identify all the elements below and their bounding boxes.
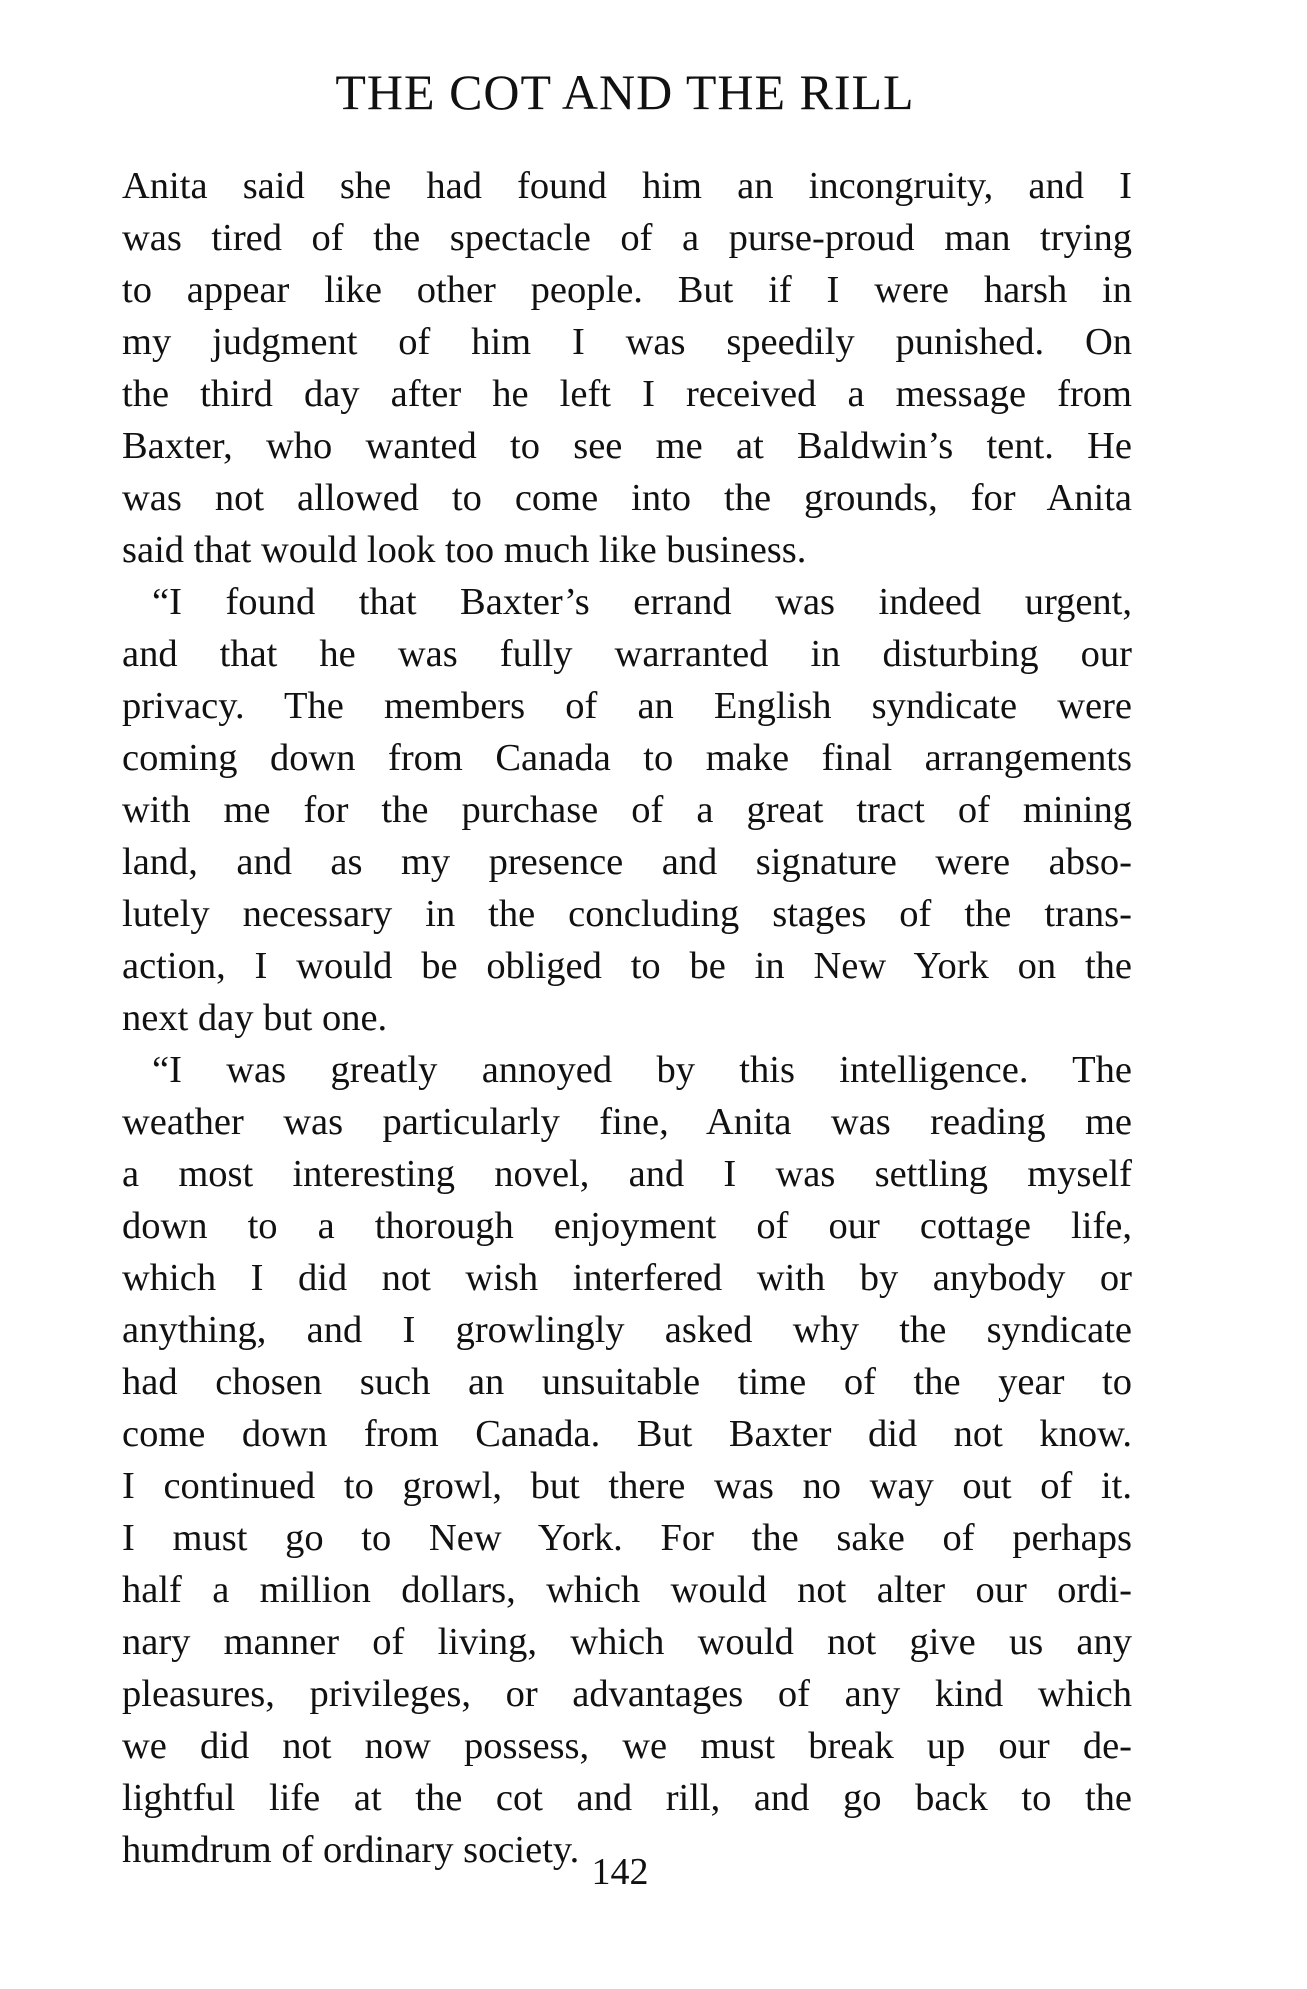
text-line: Baxter, who wanted to see me at Baldwin’s tent. He [122,425,1132,467]
text-line: down to a thorough enjoyment of our cottage life, [122,1205,1132,1247]
text-line: we did not now possess, we must break up our de- [122,1725,1132,1767]
text-line: lutely necessary in the concluding stages of the trans- [122,893,1132,935]
text-line: the third day after he left I received a message from [122,373,1132,415]
text-line: lightful life at the cot and rill, and go back to the [122,1777,1132,1819]
text-line: action, I would be obliged to be in New York on the [122,945,1132,987]
text-line: said that would look too much like business. [122,529,807,571]
text-line: “I was greatly annoyed by this intelligence. The [152,1049,1132,1091]
text-line: nary manner of living, which would not give us any [122,1621,1132,1663]
text-line: half a million dollars, which would not alter our ordi- [122,1569,1132,1611]
text-line: land, and as my presence and signature were abso- [122,841,1132,883]
text-line: come down from Canada. But Baxter did not know. [122,1413,1132,1455]
text-line: Anita said she had found him an incongruity, and I [122,165,1132,207]
text-line: a most interesting novel, and I was settling myself [122,1153,1132,1195]
text-line: and that he was fully warranted in disturbing our [122,633,1132,675]
text-line: weather was particularly fine, Anita was reading me [122,1101,1132,1143]
text-line: which I did not wish interfered with by anybody or [122,1257,1132,1299]
text-line: was tired of the spectacle of a purse-proud man trying [122,217,1132,259]
text-line: anything, and I growlingly asked why the syndicate [122,1309,1132,1351]
text-line: I continued to growl, but there was no way out of it. [122,1465,1132,1507]
text-line: coming down from Canada to make final arrangements [122,737,1132,779]
text-line: had chosen such an unsuitable time of the year to [122,1361,1132,1403]
text-line: next day but one. [122,997,388,1039]
text-line: with me for the purchase of a great tract of mining [122,789,1132,831]
text-line: my judgment of him I was speedily punished. On [122,321,1132,363]
text-line: I must go to New York. For the sake of perhaps [122,1517,1132,1559]
text-line: was not allowed to come into the grounds, for Anita [122,477,1132,519]
text-line: humdrum of ordinary society. [122,1829,580,1871]
text-line: privacy. The members of an English syndicate were [122,685,1132,727]
body-text [122,160,1132,1876]
running-head: THE COT AND THE RILL [335,64,915,120]
text-line: to appear like other people. But if I were harsh in [122,269,1132,311]
text-line: “I found that Baxter’s errand was indeed urgent, [152,581,1132,623]
text-line: pleasures, privileges, or advantages of any kind which [122,1673,1132,1715]
page-number: 142 [591,1851,649,1893]
